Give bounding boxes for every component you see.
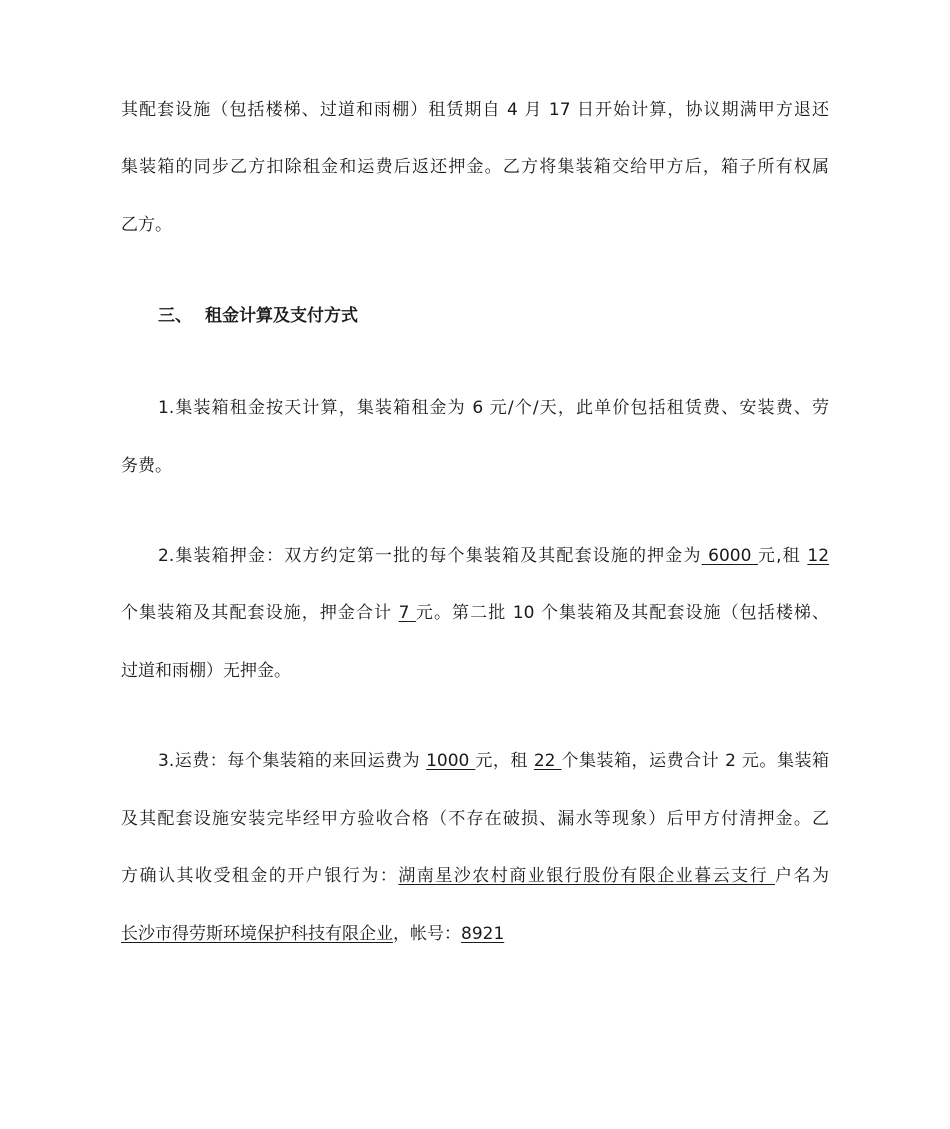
container-count-field: 22	[533, 751, 562, 771]
item2-line	[121, 601, 829, 625]
item1-line: 务费。	[121, 456, 172, 476]
item2-line: 过道和雨棚）无押金。	[121, 661, 291, 681]
deposit-total-field: 7	[398, 603, 416, 623]
text-run: 元,租	[757, 546, 808, 566]
text-run: 方确认其收受租金的开户银行为：	[121, 866, 399, 886]
item3-line: 及其配套设施安装完毕经甲方验收合格（不存在破损、漏水等现象）后甲方付清押金。乙	[121, 809, 829, 829]
item3-line	[158, 749, 829, 773]
deposit-amount-field: 6000	[701, 546, 758, 566]
section-number: 三、	[158, 306, 192, 326]
bank-name-field: 湖南星沙农村商业银行股份有限企业暮云支行	[398, 866, 776, 886]
item1-line: 1.集装箱租金按天计算，集装箱租金为 6 元/个/天，此单价包括租赁费、安装费、劳	[158, 398, 829, 418]
text-run: 个集装箱，运费合计 2 元。集装箱	[561, 751, 829, 771]
item2-line	[158, 544, 829, 568]
para-line: 乙方。	[121, 215, 172, 235]
text-run: 3.运费：每个集装箱的来回运费为	[158, 751, 427, 771]
para-line: 集装箱的同步乙方扣除租金和运费后返还押金。乙方将集装箱交给甲方后，箱子所有权属	[121, 157, 829, 177]
section-title: 租金计算及支付方式	[205, 306, 358, 326]
account-name-field: 长沙市得劳斯环境保护科技有限企业	[121, 924, 393, 944]
container-count-field: 12	[807, 546, 829, 566]
text-run: 2.集装箱押金：双方约定第一批的每个集装箱及其配套设施的押金为	[158, 546, 702, 566]
section-heading	[158, 304, 358, 328]
account-number-field: 8921	[461, 924, 505, 944]
para-line: 其配套设施（包括楼梯、过道和雨棚）租赁期自 4 月 17 日开始计算，协议期满甲方退还	[121, 100, 829, 120]
text-run: 元。第二批 10 个集装箱及其配套设施（包括楼梯、	[415, 603, 829, 623]
text-run: ，帐号：	[393, 924, 461, 944]
text-run: 元，租	[475, 751, 534, 771]
freight-fee-field: 1000	[426, 751, 476, 771]
text-run: 户名为	[775, 866, 829, 886]
text-run: 个集装箱及其配套设施，押金合计	[121, 603, 399, 623]
item3-line	[121, 864, 829, 888]
item3-line	[121, 922, 829, 946]
